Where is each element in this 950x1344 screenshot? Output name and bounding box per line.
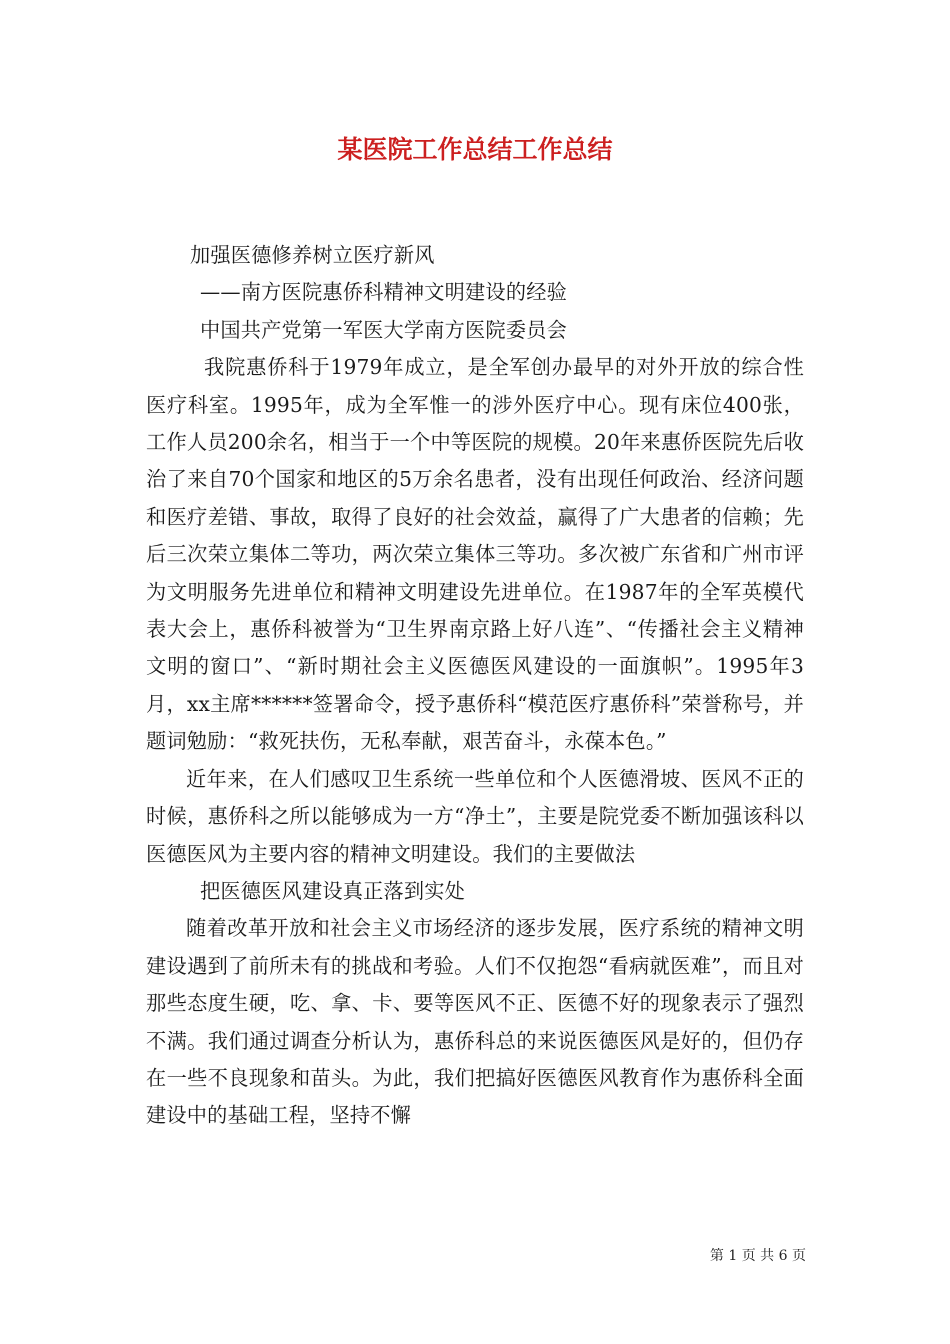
article-heading: 加强医德修养树立医疗新风 <box>190 243 435 267</box>
document-title: 某医院工作总结工作总结 <box>337 135 613 164</box>
page-number: 第 1 页 共 6 页 <box>709 1248 806 1264</box>
article-author: 中国共产党第一军医大学南方医院委员会 <box>200 317 567 342</box>
article-subheading: ——南方医院惠侨科精神文明建设的经验 <box>200 280 567 305</box>
paragraph: 我院惠侨科于1979年成立，是全军创办最早的对外开放的综合性医疗科室。1995年，成为全军惟一的涉外医疗中心。现有床位400张，工作人员200余名，相当于一个中等医院的规模。20年来惠侨医院先后收治了来自70个国家和地区的5万余名患者，没有出现任何政治、经济问题和医疗差错、事故，取得了良好的社会效益，赢得了广大患者的信赖；先后三次荣立集体二等功，两次荣立集体三等功。多次被广东省和广州市评为文明服务先进单位和精神文明建设先进单位。在1987年的全军英模代表大会上，惠侨科被誉为“卫生界南京路上好八连”、“传播社会主义精神文明的窗口”、“新时期社会主义医德医风建设的一面旗帜”。1995年3月，xx主席******签署命令，授予惠侨科“模范医疗惠侨科”荣誉称号，并题词勉励：“救死扶伤，无私奉献，艰苦奋斗，永葆本色。” <box>146 355 804 754</box>
paragraph: 近年来，在人们感叹卫生系统一些单位和个人医德滑坡、医风不正的时候，惠侨科之所以能够成为一方“净土”，主要是院党委不断加强该科以医德医风为主要内容的精神文明建设。我们的主要做法 <box>146 766 804 866</box>
section-heading: 把医德医风建设真正落到实处 <box>200 878 466 903</box>
document-body <box>146 237 804 1135</box>
paragraph: 随着改革开放和社会主义市场经济的逐步发展，医疗系统的精神文明建设遇到了前所未有的挑战和考验。人们不仅抱怨“看病就医难”，而且对那些态度生硬，吃、拿、卡、要等医风不正、医德不好的现象表示了强烈不满。我们通过调查分析认为，惠侨科总的来说医德医风是好的，但仍存在一些不良现象和苗头。为此，我们把搞好医德医风教育作为惠侨科全面建设中的基础工程，坚持不懈 <box>146 916 804 1128</box>
